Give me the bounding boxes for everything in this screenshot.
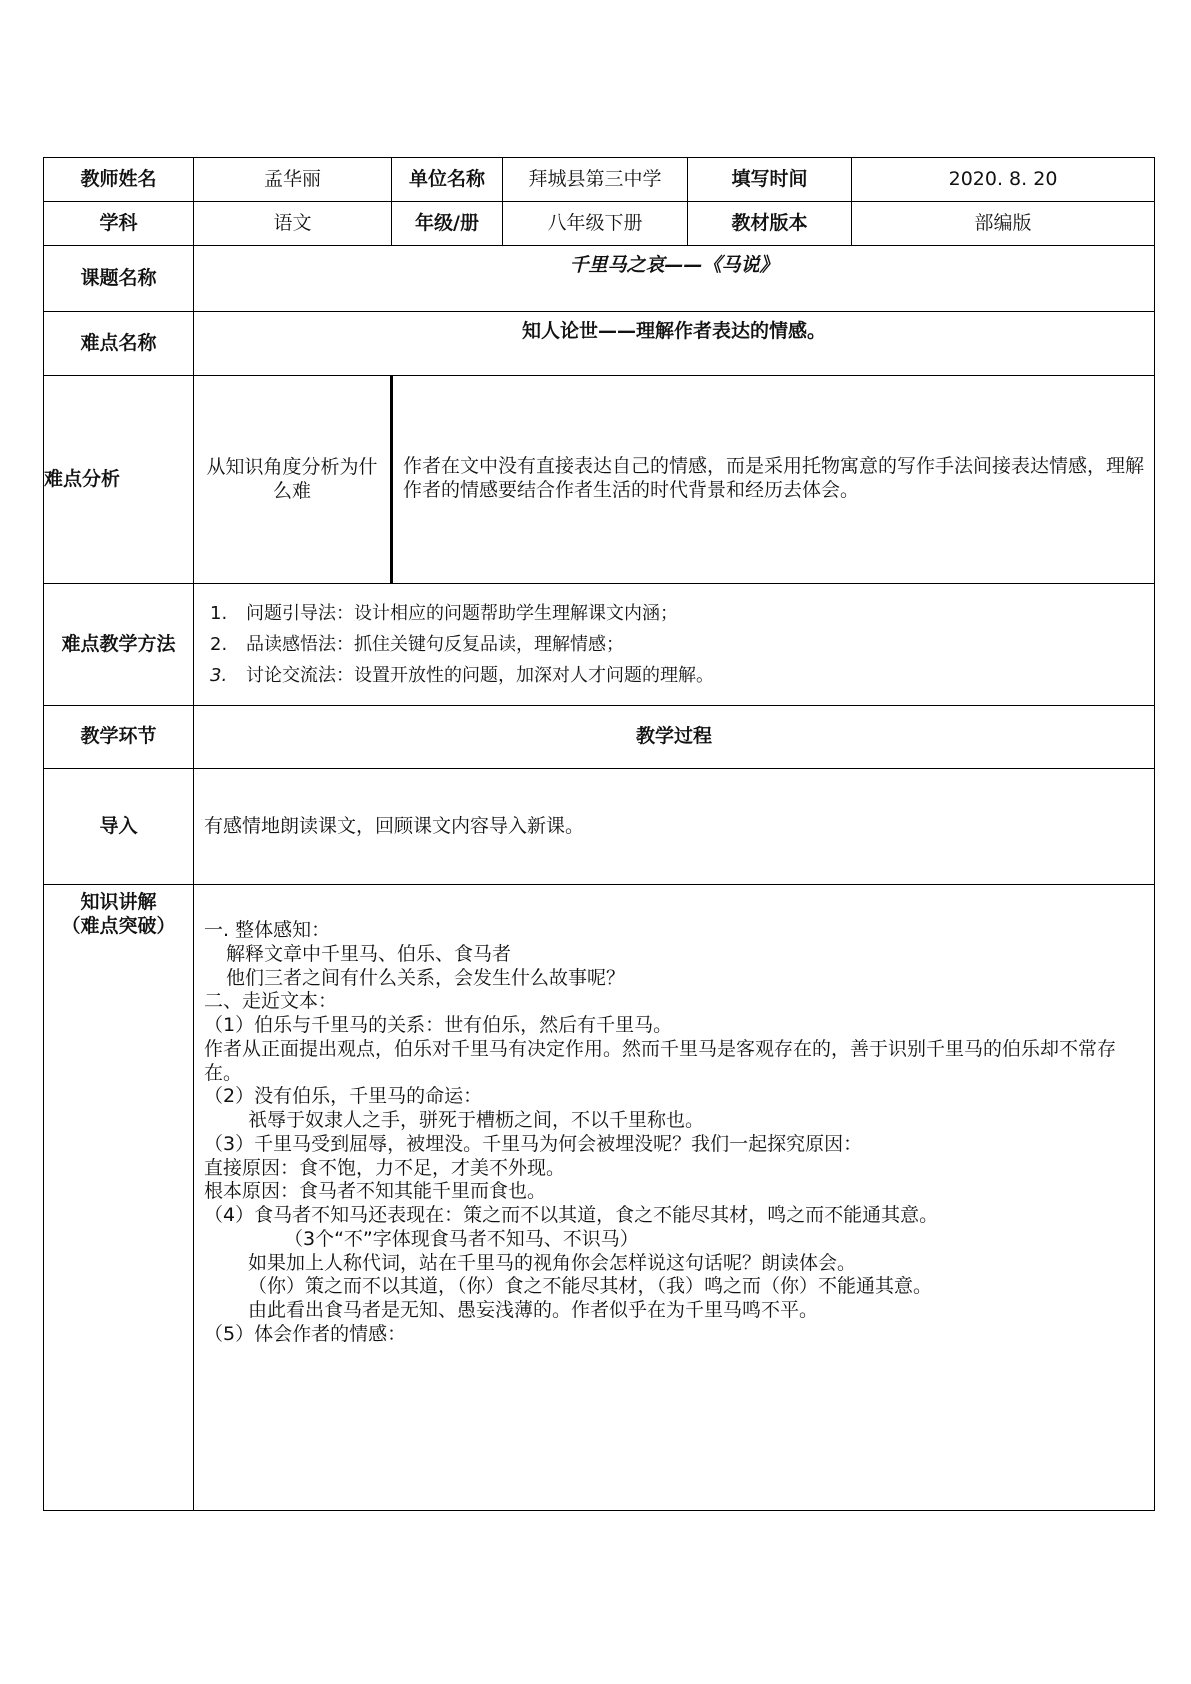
grade-value: 八年级下册 [503, 202, 688, 246]
analysis-answer: 作者在文中没有直接表达自己的情感，而是采用托物寓意的写作手法间接表达情感，理解作者的情感要结合作者生活的时代背景和经历去体会。 [392, 376, 1155, 584]
knowledge-line: 他们三者之间有什么关系，会发生什么故事呢？ [226, 966, 626, 989]
knowledge-line: （你）策之而不以其道，（你）食之不能尽其材，（我）鸣之而（你）不能通其意。 [248, 1275, 933, 1298]
process-header-row [44, 706, 1155, 769]
knowledge-label-cell [44, 885, 194, 1511]
knowledge-line: （3）千里马受到屈辱，被埋没。千里马为何会被埋没呢？我们一起探究原因： [204, 1132, 863, 1155]
teacher-name-label: 教师姓名 [44, 158, 194, 202]
method-text: 问题引导法：设计相应的问题帮助学生理解课文内涵； [246, 603, 678, 624]
topic-value: 千里马之哀——《马说》 [194, 246, 1155, 312]
edition-value: 部编版 [852, 202, 1155, 246]
lesson-plan-table [43, 157, 1155, 1511]
method-item [204, 660, 1144, 691]
knowledge-sublabel: （难点突破） [61, 914, 176, 937]
knowledge-line: 祇辱于奴隶人之手，骈死于槽枥之间，不以千里称也。 [248, 1109, 705, 1131]
subject-value: 语文 [194, 202, 392, 246]
topic-label: 课题名称 [44, 246, 194, 312]
analysis-question: 从知识角度分析为什么难 [194, 376, 392, 584]
intro-row [44, 769, 1155, 885]
method-item [204, 598, 1144, 629]
teacher-name-value: 孟华丽 [194, 158, 392, 202]
methods-label: 难点教学方法 [44, 584, 194, 706]
method-number: 3. [210, 665, 228, 686]
knowledge-line: 作者从正面提出观点，伯乐对千里马有决定作用。然而千里马是客观存在的，善于识别千里马的伯乐却不常存在。 [204, 1037, 1117, 1084]
header-row-1 [44, 158, 1155, 202]
knowledge-line: （1）伯乐与千里马的关系：世有伯乐，然后有千里马。 [204, 1014, 673, 1036]
difficulty-label: 难点名称 [44, 312, 194, 376]
method-text: 讨论交流法：设置开放性的问题，加深对人才问题的理解。 [246, 665, 714, 686]
knowledge-line: 一. 整体感知： [204, 919, 331, 941]
teaching-stage-label: 教学环节 [44, 706, 194, 769]
teaching-process-label: 教学过程 [194, 706, 1155, 769]
grade-label: 年级/册 [392, 202, 503, 246]
knowledge-line: 直接原因：食不饱，力不足，才美不外现。 [204, 1156, 566, 1179]
header-row-2 [44, 202, 1155, 246]
method-number: 2. [210, 634, 228, 655]
knowledge-line: （2）没有伯乐，千里马的命运： [204, 1085, 483, 1108]
knowledge-line: 二、走近文本： [204, 990, 338, 1013]
methods-list-cell [194, 584, 1155, 706]
knowledge-row [44, 885, 1155, 1511]
difficulty-value: 知人论世——理解作者表达的情感。 [194, 312, 1155, 376]
subject-label: 学科 [44, 202, 194, 246]
intro-label: 导入 [44, 769, 194, 885]
unit-name-value: 拜城县第三中学 [503, 158, 688, 202]
methods-list [204, 598, 1144, 691]
fill-date-label: 填写时间 [688, 158, 852, 202]
knowledge-line: （5）体会作者的情感： [204, 1322, 407, 1345]
unit-name-label: 单位名称 [392, 158, 503, 202]
knowledge-label: 知识讲解 [80, 891, 157, 913]
methods-row [44, 584, 1155, 706]
method-number: 1. [210, 603, 228, 624]
fill-date-value: 2020. 8. 20 [852, 158, 1155, 202]
intro-value: 有感情地朗读课文，回顾课文内容导入新课。 [194, 769, 1155, 885]
difficulty-row [44, 312, 1155, 376]
knowledge-line: （3个“不”字体现食马者不知马、不识马） [284, 1227, 639, 1250]
method-item [204, 629, 1144, 660]
knowledge-content [194, 885, 1155, 1511]
analysis-row [44, 376, 1155, 584]
analysis-label: 难点分析 [44, 376, 194, 584]
knowledge-line: 解释文章中千里马、伯乐、食马者 [226, 942, 512, 965]
edition-label: 教材版本 [688, 202, 852, 246]
method-text: 品读感悟法：抓住关键句反复品读，理解情感； [246, 634, 624, 655]
topic-row [44, 246, 1155, 312]
knowledge-line: 如果加上人称代词，站在千里马的视角你会怎样说这句话呢？朗读体会。 [248, 1251, 857, 1274]
knowledge-line: 由此看出食马者是无知、愚妄浅薄的。作者似乎在为千里马鸣不平。 [248, 1299, 819, 1321]
knowledge-line: （4）食马者不知马还表现在：策之而不以其道，食之不能尽其材，鸣之而不能通其意。 [204, 1204, 939, 1226]
knowledge-line: 根本原因：食马者不知其能千里而食也。 [204, 1180, 547, 1203]
